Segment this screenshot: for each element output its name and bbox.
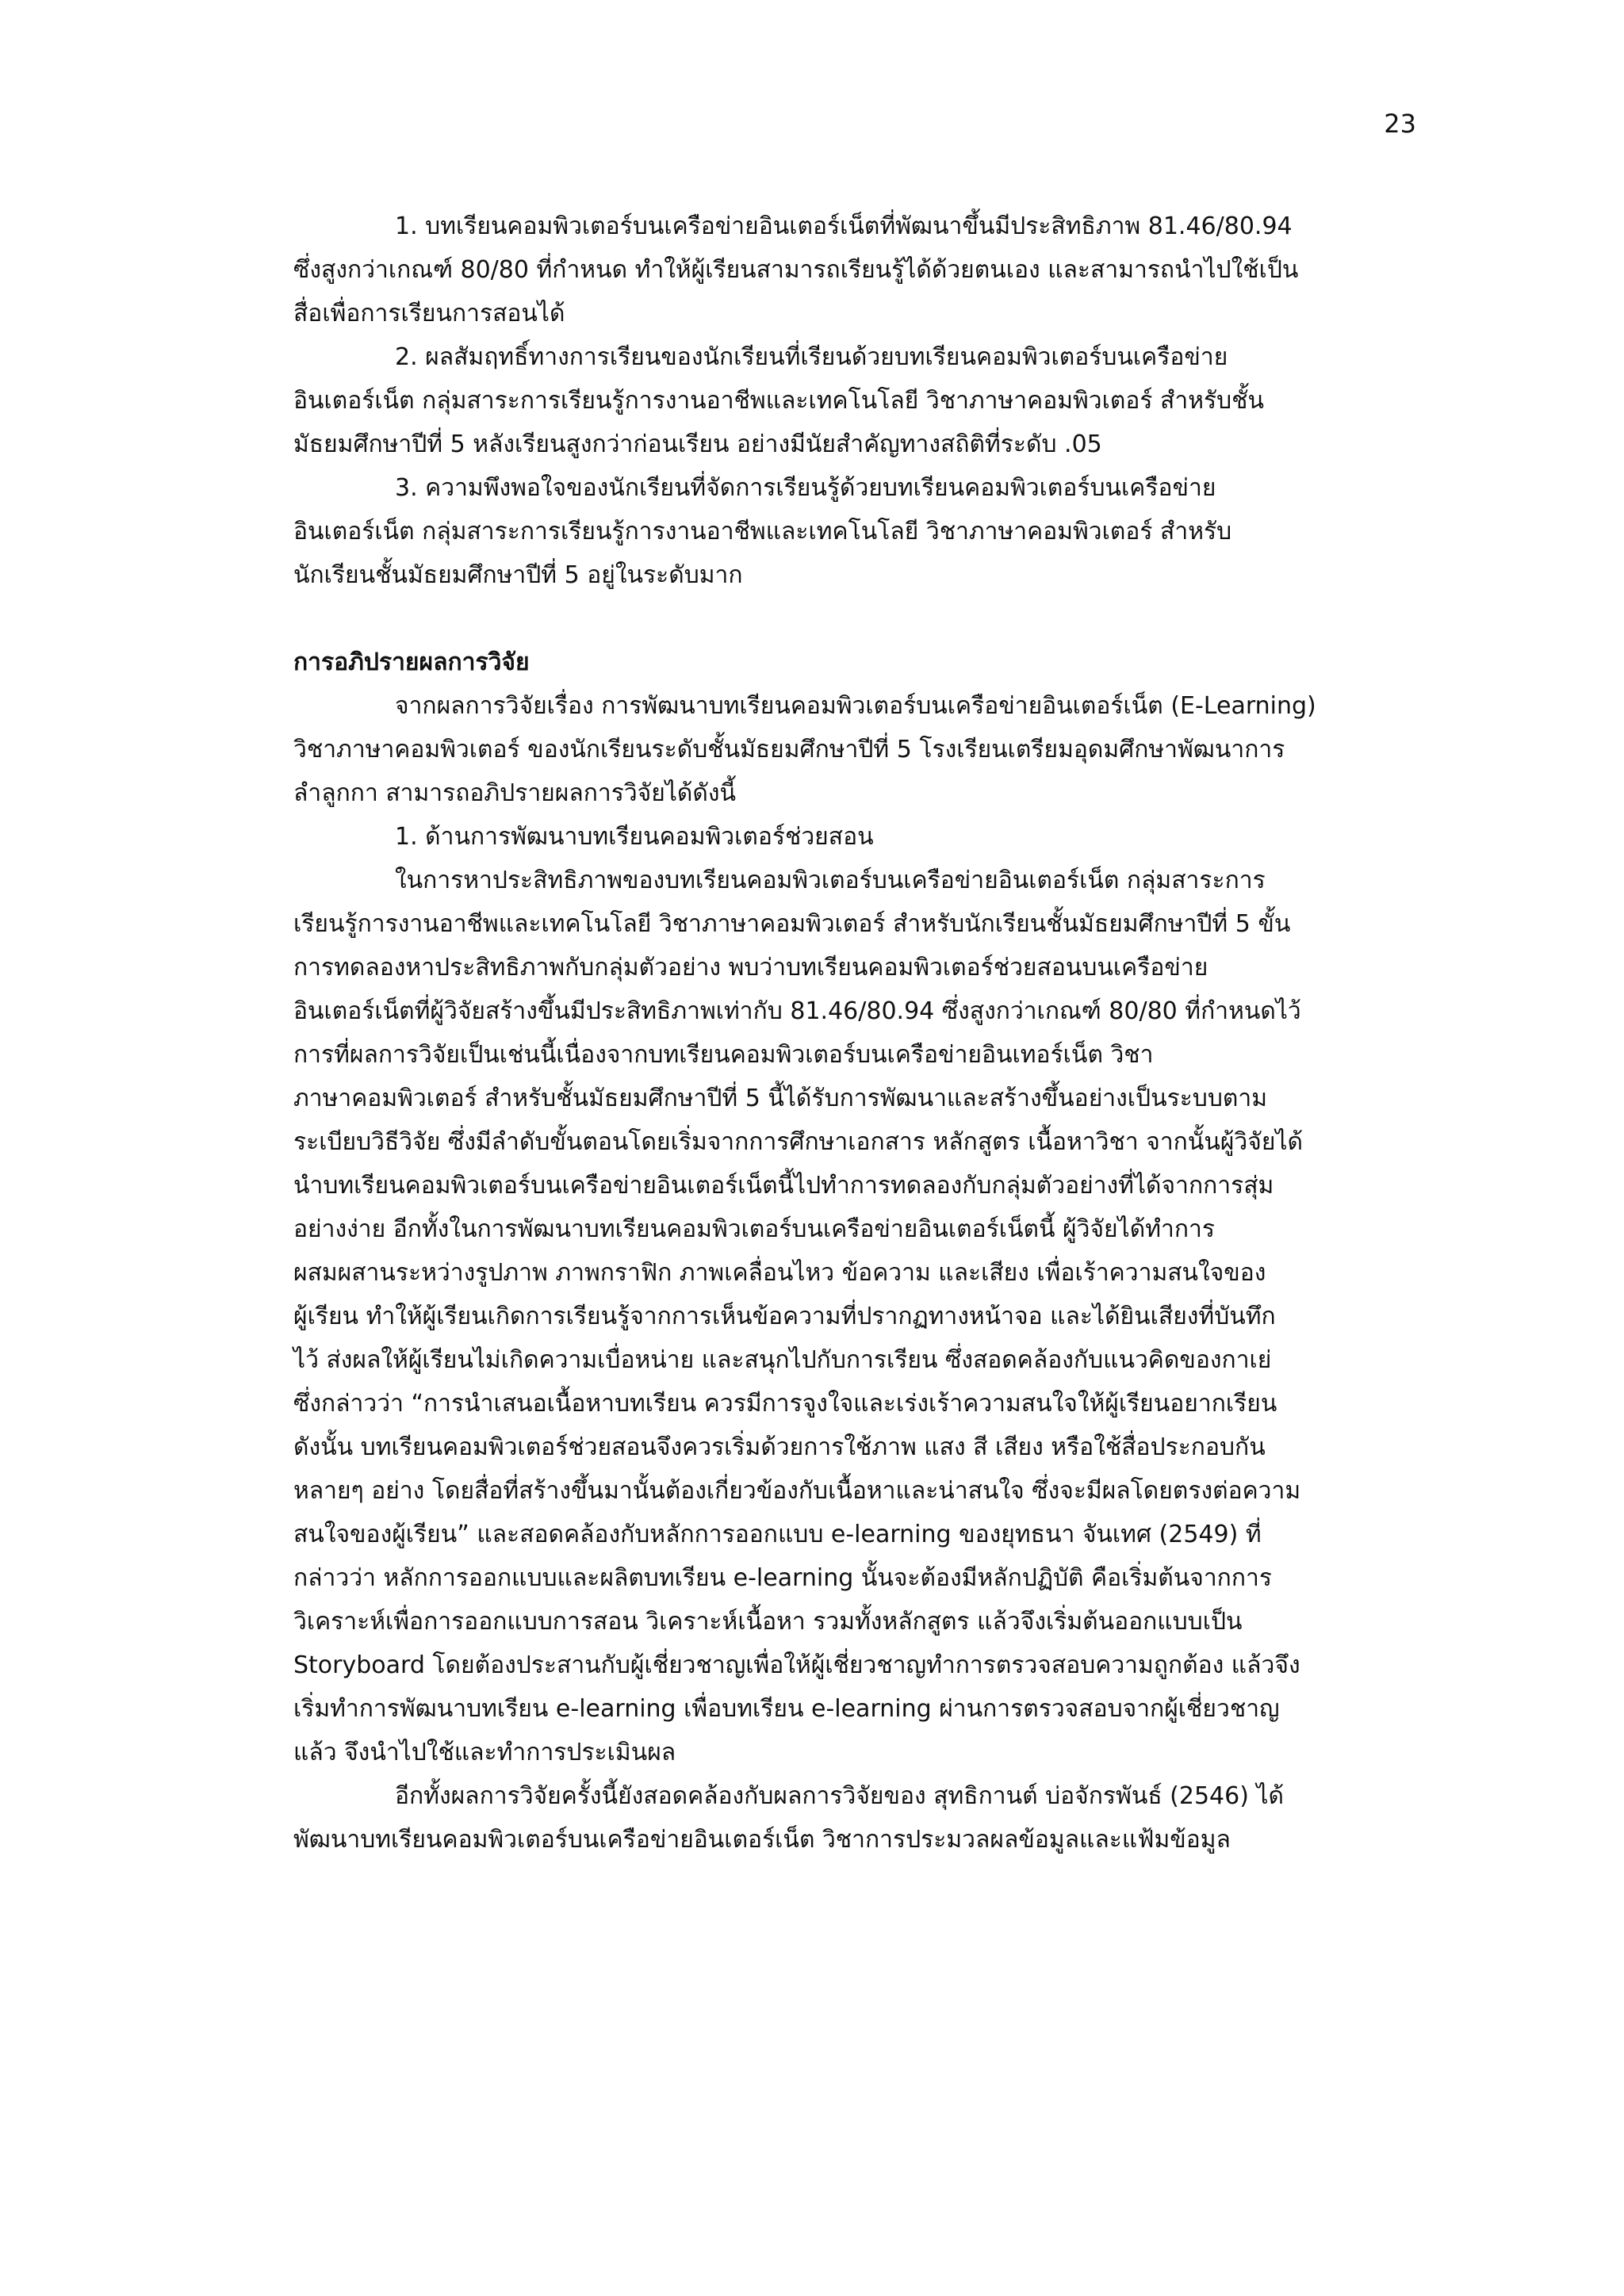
discussion-intro [293, 684, 1418, 815]
section-spacer [293, 597, 1418, 641]
text-line: นักเรียนชั้นมัธยมศึกษาปีที่ 5 อยู่ในระดับมาก [293, 561, 743, 589]
text-line: อีกทั้งผลการวิจัยครั้งนี้ยังสอดคล้องกับผลการวิจัยของ สุทธิกานต์ บ่อจักรพันธ์ (2546) ได้ [395, 1782, 1285, 1810]
text-line: ผู้เรียน ทำให้ผู้เรียนเกิดการเรียนรู้จากการเห็นข้อความที่ปรากฏทางหน้าจอ และได้ยินเสียงที่บันทึก [293, 1303, 1276, 1330]
text-line: กล่าวว่า หลักการออกแบบและผลิตบทเรียน e-learning นั้นจะต้องมีหลักปฏิบัติ คือเริ่มต้นจากการ [293, 1564, 1272, 1592]
text-line: จากผลการวิจัยเรื่อง การพัฒนาบทเรียนคอมพิวเตอร์บนเครือข่ายอินเตอร์เน็ต (E-Learning) [395, 692, 1316, 720]
text-line: 3. ความพึงพอใจของนักเรียนที่จัดการเรียนรู้ด้วยบทเรียนคอมพิวเตอร์บนเครือข่าย [395, 474, 1216, 502]
text-line: เริ่มทำการพัฒนาบทเรียน e-learning เพื่อบทเรียน e-learning ผ่านการตรวจสอบจากผู้เชี่ยวชาญ [293, 1695, 1280, 1723]
text-line: การที่ผลการวิจัยเป็นเช่นนี้เนื่องจากบทเรียนคอมพิวเตอร์บนเครือข่ายอินเทอร์เน็ต วิชา [293, 1041, 1154, 1069]
text-line: อินเตอร์เน็ตที่ผู้วิจัยสร้างขึ้นมีประสิทธิภาพเท่ากับ 81.46/80.94 ซึ่งสูงกว่าเกณฑ์ 80/80 ที่กำหนดไว้ [293, 997, 1301, 1025]
text-line: อินเตอร์เน็ต กลุ่มสาระการเรียนรู้การงานอาชีพและเทคโนโลยี วิชาภาษาคอมพิวเตอร์ สำหรับ [293, 518, 1232, 545]
text-line: วิเคราะห์เพื่อการออกแบบการสอน วิเคราะห์เนื้อหา รวมทั้งหลักสูตร แล้วจึงเริ่มต้นออกแบบเป็น [293, 1608, 1243, 1636]
finding-paragraph-2 [293, 335, 1418, 466]
text-line: แล้ว จึงนำไปใช้และทำการประเมินผล [293, 1739, 676, 1766]
text-line: ซึ่งสูงกว่าเกณฑ์ 80/80 ที่กำหนด ทำให้ผู้เรียนสามารถเรียนรู้ได้ด้วยตนเอง และสามารถนำไปใช้เป็น [293, 256, 1299, 284]
text-line: สนใจของผู้เรียน” และสอดคล้องกับหลักการออกแบบ e-learning ของยุทธนา จันเทศ (2549) ที่ [293, 1521, 1262, 1548]
text-line: ลำลูกกา สามารถอภิปรายผลการวิจัยได้ดังนี้ [293, 779, 737, 807]
text-line: 1. บทเรียนคอมพิวเตอร์บนเครือข่ายอินเตอร์เน็ตที่พัฒนาขึ้นมีประสิทธิภาพ 81.46/80.94 [395, 212, 1293, 240]
text-line: ดังนั้น บทเรียนคอมพิวเตอร์ช่วยสอนจึงควรเริ่มด้วยการใช้ภาพ แสง สี เสียง หรือใช้สื่อประกอบกัน [293, 1433, 1266, 1461]
text-line: พัฒนาบทเรียนคอมพิวเตอร์บนเครือข่ายอินเตอร์เน็ต วิชาการประมวลผลข้อมูลและแฟ้มข้อมูล [293, 1826, 1231, 1854]
text-line: หลายๆ อย่าง โดยสื่อที่สร้างขึ้นมานั้นต้องเกี่ยวข้องกับเนื้อหาและน่าสนใจ ซึ่งจะมีผลโดยตรงต่อความ [293, 1477, 1301, 1505]
text-line: ซึ่งกล่าวว่า “การนำเสนอเนื้อหาบทเรียน ควรมีการจูงใจและเร่งเร้าความสนใจให้ผู้เรียนอยากเรียน [293, 1390, 1277, 1418]
text-line: อินเตอร์เน็ต กลุ่มสาระการเรียนรู้การงานอาชีพและเทคโนโลยี วิชาภาษาคอมพิวเตอร์ สำหรับชั้น [293, 387, 1264, 415]
page-number: 23 [1384, 109, 1416, 139]
text-line: การทดลองหาประสิทธิภาพกับกลุ่มตัวอย่าง พบว่าบทเรียนคอมพิวเตอร์ช่วยสอนบนเครือข่าย [293, 954, 1208, 982]
subheading-text: 1. ด้านการพัฒนาบทเรียนคอมพิวเตอร์ช่วยสอน [395, 823, 874, 851]
discussion-closing [293, 1774, 1418, 1862]
text-line: เรียนรู้การงานอาชีพและเทคโนโลยี วิชาภาษาคอมพิวเตอร์ สำหรับนักเรียนชั้นมัธยมศึกษาปีที่ 5 ขั้น [293, 910, 1291, 938]
text-line: สื่อเพื่อการเรียนการสอนได้ [293, 300, 565, 327]
text-line: อย่างง่าย อีกทั้งในการพัฒนาบทเรียนคอมพิวเตอร์บนเครือข่ายอินเตอร์เน็ตนี้ ผู้วิจัยได้ทำการ [293, 1215, 1215, 1243]
text-line: ไว้ ส่งผลให้ผู้เรียนไม่เกิดความเบื่อหน่าย และสนุกไปกับการเรียน ซึ่งสอดคล้องกับแนวคิดของกาเย่ [293, 1346, 1272, 1374]
page-body [293, 205, 1418, 1862]
text-line: ระเบียบวิธีวิจัย ซึ่งมีลำดับขั้นตอนโดยเริ่มจากการศึกษาเอกสาร หลักสูตร เนื้อหาวิชา จากนั้นผู้วิจัยได้ [293, 1128, 1304, 1156]
section-heading: การอภิปรายผลการวิจัย [293, 649, 530, 676]
discussion-body [293, 859, 1418, 1774]
subsection-heading [293, 815, 1418, 859]
text-line: นำบทเรียนคอมพิวเตอร์บนเครือข่ายอินเตอร์เน็ตนี้ไปทำการทดลองกับกลุ่มตัวอย่างที่ได้จากการสุ่ม [293, 1172, 1274, 1200]
finding-paragraph-1 [293, 205, 1418, 335]
text-line: วิชาภาษาคอมพิวเตอร์ ของนักเรียนระดับชั้นมัธยมศึกษาปีที่ 5 โรงเรียนเตรียมอุดมศึกษาพัฒนาการ [293, 736, 1285, 763]
text-line: ในการหาประสิทธิภาพของบทเรียนคอมพิวเตอร์บนเครือข่ายอินเตอร์เน็ต กลุ่มสาระการ [395, 867, 1266, 894]
text-line: Storyboard โดยต้องประสานกับผู้เชี่ยวชาญเพื่อให้ผู้เชี่ยวชาญทำการตรวจสอบความถูกต้อง แล้วจึง [293, 1651, 1300, 1679]
text-line: 2. ผลสัมฤทธิ์ทางการเรียนของนักเรียนที่เรียนด้วยบทเรียนคอมพิวเตอร์บนเครือข่าย [395, 343, 1228, 371]
text-line: ภาษาคอมพิวเตอร์ สำหรับชั้นมัธยมศึกษาปีที่ 5 นี้ได้รับการพัฒนาและสร้างขึ้นอย่างเป็นระบบตาม [293, 1085, 1267, 1112]
text-line: มัธยมศึกษาปีที่ 5 หลังเรียนสูงกว่าก่อนเรียน อย่างมีนัยสำคัญทางสถิติที่ระดับ .05 [293, 430, 1102, 458]
text-line: ผสมผสานระหว่างรูปภาพ ภาพกราฟิก ภาพเคลื่อนไหว ข้อความ และเสียง เพื่อเร้าความสนใจของ [293, 1259, 1266, 1287]
finding-paragraph-3 [293, 466, 1418, 597]
